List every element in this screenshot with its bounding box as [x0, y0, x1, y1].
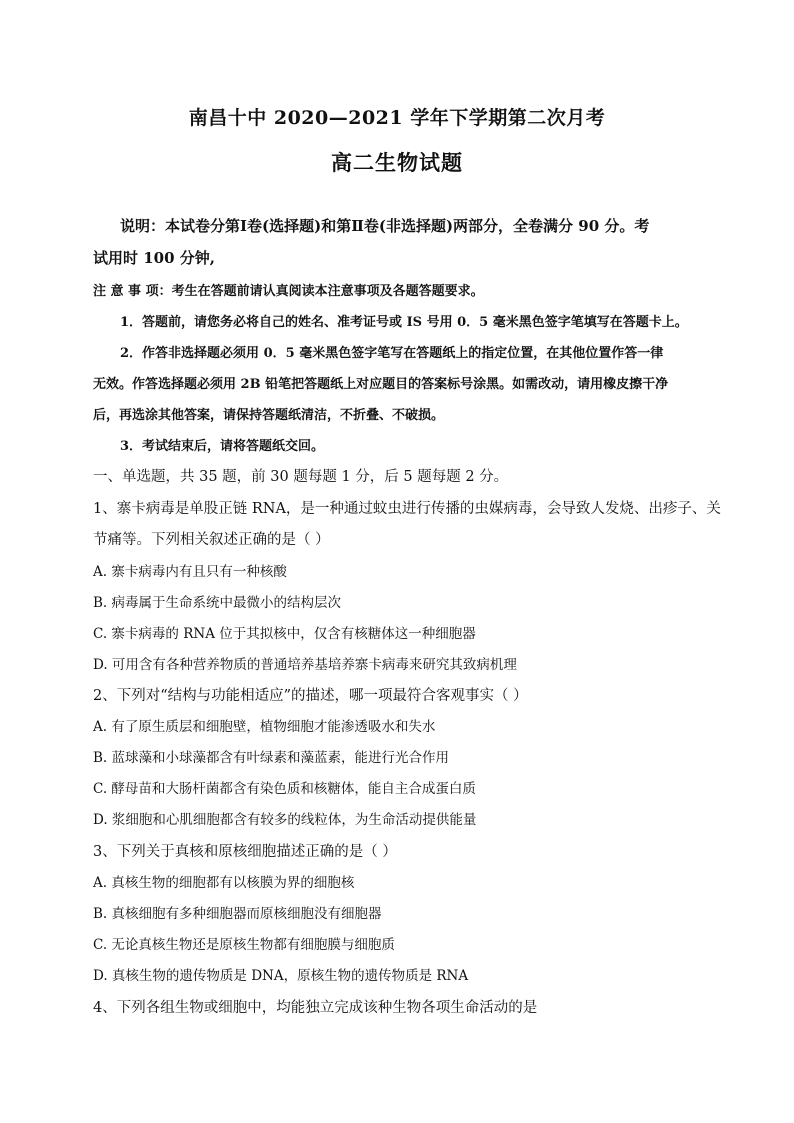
question-1-option-c: C. 寨卡病毒的 RNA 位于其拟核中，仅含有核糖体这一种细胞器	[93, 626, 476, 642]
description-line-2: 试用时 100 分钟,	[93, 249, 215, 267]
question-2-stem: 2、下列对“结构与功能相适应”的描述，哪一项最符合客观事实（ ）	[93, 688, 528, 704]
question-3-option-c: C. 无论真核生物还是原核生物都有细胞膜与细胞质	[93, 937, 395, 953]
question-1-option-b: B. 病毒属于生命系统中最微小的结构层次	[93, 595, 342, 611]
question-3-option-a: A. 真核生物的细胞都有以核膜为界的细胞核	[93, 875, 355, 891]
question-2-option-d: D. 浆细胞和心肌细胞都含有较多的线粒体，为生命活动提供能量	[93, 812, 477, 828]
instruction-item-3: 3．考试结束后，请将答题纸交回。	[120, 439, 325, 454]
question-2-option-c: C. 酵母苗和大肠杆菌都含有染色质和核糖体，能自主合成蛋白质	[93, 781, 476, 797]
question-1-option-d: D. 可用含有各种营养物质的普通培养基培养寨卡病毒来研究其致病机理	[93, 657, 517, 673]
notice-text: 考生在答题前请认真阅读本注意事项及各题答题要求。	[171, 284, 484, 299]
notice-label: 注 意 事 项：	[93, 284, 172, 299]
question-2-option-a: A. 有了原生质层和细胞壁，植物细胞才能渗透吸水和失水	[93, 719, 436, 735]
question-1-stem-line-2: 节痛等。下列相关叙述正确的是（ ）	[93, 532, 330, 548]
instruction-item-2-line-3: 后，再选涂其他答案，请保持答题纸清洁，不折叠、不破损。	[93, 408, 445, 423]
question-3-option-b: B. 真核细胞有多种细胞器而原核细胞没有细胞器	[93, 906, 382, 922]
question-3-stem: 3、下列关于真核和原核细胞描述正确的是（ ）	[93, 844, 397, 860]
instruction-item-2-line-1: 2．作答非选择题必须用 0．5 毫米黑色签字笔写在答题纸上的指定位置，在其他位置作答一律	[120, 346, 664, 361]
question-3-option-d: D. 真核生物的遗传物质是 DNA，原核生物的遗传物质是 RNA	[93, 968, 469, 984]
instruction-item-2-line-2: 无效。作答选择题必须用 2B 铅笔把答题纸上对应题目的答案标号涂黑。如需改动，请用橡皮擦干净	[93, 377, 669, 392]
question-4-stem: 4、下列各组生物或细胞中，均能独立完成该种生物各项生命活动的是	[93, 1000, 538, 1016]
school-exam-title: 南昌十中 2020—2021 学年下学期第二次月考	[188, 107, 606, 129]
section-heading: 一、单选题，共 35 题，前 30 题每题 1 分，后 5 题每题 2 分。	[93, 469, 509, 485]
description-line-1: 说明：本试卷分第Ⅰ卷(选择题)和第Ⅱ卷(非选择题)两部分，全卷满分 90 分。考	[120, 217, 650, 235]
question-1-option-a: A. 寨卡病毒内有且只有一种核酸	[93, 564, 287, 580]
subject-title: 高二生物试题	[331, 150, 463, 175]
notice-line	[93, 280, 703, 299]
instruction-item-1: 1．答题前，请您务必将自己的姓名、准考证号或 IS 号用 0．5 毫米黑色签字笔填写在答题卡上。	[120, 315, 688, 330]
question-1-stem-line-1: 1、寨卡病毒是单股正链 RNA，是一种通过蚊虫进行传播的虫媒病毒，会导致人发烧、出疹子、关	[93, 501, 721, 517]
question-2-option-b: B. 蓝球藻和小球藻都含有叶绿素和藻蓝素，能进行光合作用	[93, 750, 450, 766]
